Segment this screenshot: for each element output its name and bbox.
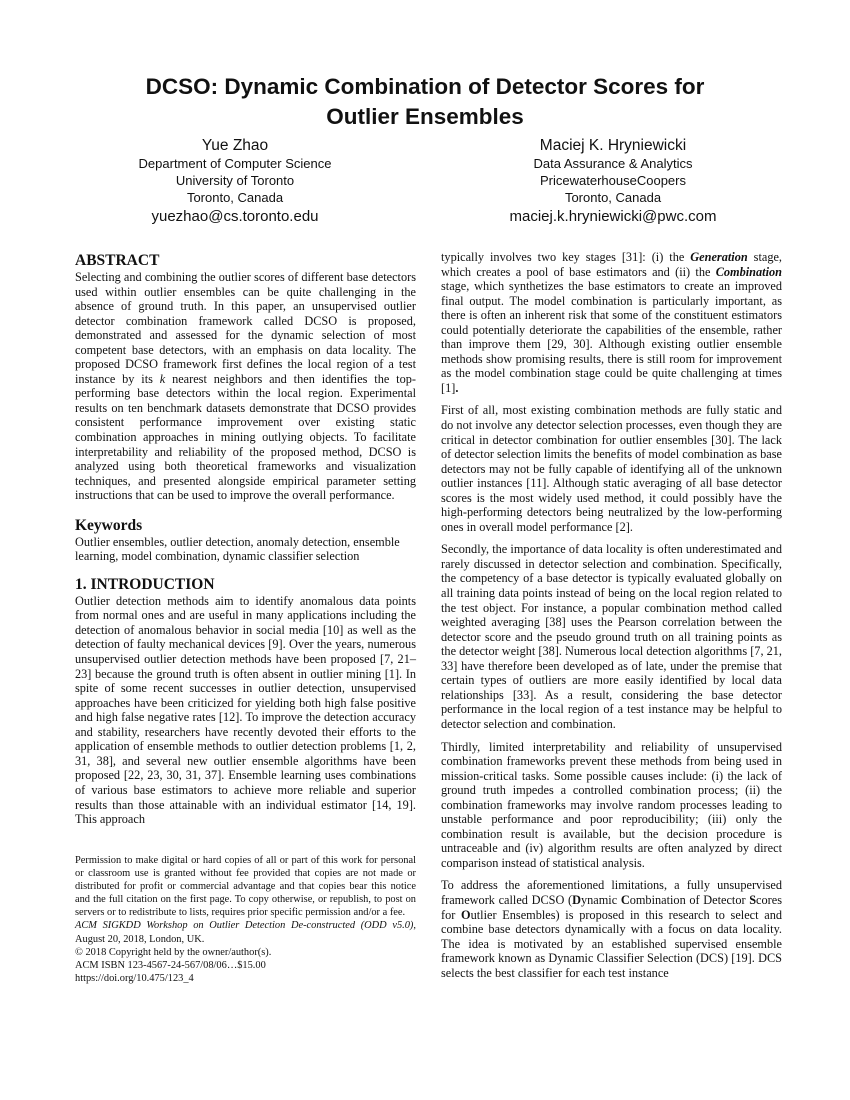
intro-paragraph	[441, 250, 782, 395]
paper-title	[0, 72, 850, 132]
text-run: cores for	[441, 892, 782, 922]
text-run: Selecting and combining the outlier scores of different base detectors used within outlier ensembles can be quite challenging in the absence of ground truth. In this paper, an unsupervised outlier detector combination framework called DCSO is proposed, demonstrated and assessed for the dynamic selection of most competent base detectors, with an emphasis on data locality. The proposed DCSO framework first defines the local region of a test instance by its	[75, 270, 416, 386]
text-run: typically involves two key stages [31]: (i) the	[441, 250, 691, 264]
venue-line	[75, 919, 416, 945]
intro-paragraph	[441, 403, 782, 534]
title-line-1: DCSO: Dynamic Combination of Detector Scores for	[145, 74, 705, 99]
author-location: Toronto, Canada	[186, 190, 284, 205]
text-run: Secondly, the importance of data locality is often underestimated and rarely discussed in detector selection and combination. Specifically, the competency of a base detector is typically evaluated globally on all training data points instead of being on the local region related to the test object. For instance, a popular combination method called weighted averaging [38] uses the Pearson correlation between the detector score and the pseudo ground truth on all training points as the detector weight [38]. Numerous local detection algorithms [7, 21, 33] have therefore been developed as of late, under the premise that certain types of outliers are more easily identified by local data relationships [33]. As a result, considering the base detector performance in the local region of a test instance may be helpful to detector selection and combination.	[441, 542, 782, 731]
emphasized-text: k	[159, 371, 166, 386]
text-run: utlier Ensembles) is proposed in this research to select and combine base detectors dynamically with a focus on data locality. The idea is motivated by an established supervised ensemble framework known as Dynamic Classifier Selection (DCS) [19]. DCS selects the best classifier for each test instance	[441, 907, 782, 980]
author-block-1	[55, 137, 415, 226]
emphasized-text: O	[461, 907, 471, 922]
author-name: Maciej K. Hryniewicki	[539, 137, 687, 154]
doi-link[interactable]: https://doi.org/10.475/123_4	[75, 972, 194, 984]
intro-paragraph	[75, 594, 416, 827]
intro-paragraph	[441, 542, 782, 731]
abstract-text	[75, 270, 416, 503]
intro-paragraph	[441, 740, 782, 871]
permission-notice: Permission to make digital or hard copies of all or part of this work for personal or classroom use is granted without fee provided that copies are not made or distributed for profit or commercial advantage and that copies bear this notice and the full citation on the first page. To copy otherwise, or republish, to post on servers or to redistribute to lists, requires prior specific permission and/or a fee.	[75, 855, 416, 919]
venue-date: , August 20, 2018, London, UK.	[75, 920, 416, 945]
emphasized-text: Combination	[715, 264, 782, 279]
title-line-2: Outlier Ensembles	[326, 104, 524, 129]
author-location: Toronto, Canada	[564, 190, 662, 205]
text-run: stage, which synthetizes the base estimators to create an improved final output. The model combination is particularly important, as there is often an inherent risk that some of the constituent estimators could potentially deteriorate the capabilities of the ensemble, rather than improve them [29, 30]. Although existing outlier ensemble methods show promising results, there is still room for improvement as the model combination stage could be quite challenging at times [1]	[441, 279, 782, 395]
abstract-heading: ABSTRACT	[75, 252, 160, 269]
text-run: ombination of Detector	[629, 892, 750, 907]
text-run: To address the aforementioned limitations, a fully unsupervised framework called DCSO (	[441, 878, 782, 907]
text-run: nearest neighbors and then identifies the top-performing base detectors within the local region. Experimental results on ten benchmark datasets demonstrate that DCSO provides consistent performance improvement over existing static combination approaches in mining outlying objects. To facilitate interpretability and reliability of the proposed method, DCSO is analyzed using both theoretical frameworks and visualization techniques, and presented alongside empirical parameter setting instructions that can be used to improve the overall performance.	[75, 371, 416, 503]
emphasized-text: .	[455, 380, 459, 395]
text-run: First of all, most existing combination methods are fully static and do not involve any detector selection processes, even though they are critical in detector combination for outlier ensembles [30]. The lack of detector selection limits the benefits of model combination as base detectors may not be fully capable of identifying all of the unknown outlier instances [11]. Although static averaging of all base detector scores is the most widely used method, it could possibly have the high-performing detectors being neutralized by the low-performing ones in overall model performance [2].	[441, 403, 782, 534]
keywords-text: Outlier ensembles, outlier detection, anomaly detection, ensemble learning, model combination, dynamic classifier selection	[75, 534, 400, 564]
copyright-footnote	[75, 854, 416, 985]
intro-paragraph	[441, 878, 782, 980]
emphasized-text: D	[572, 892, 581, 907]
text-run: ynamic	[580, 892, 621, 907]
text-run: Outlier detection methods aim to identify anomalous data points from normal ones and are useful in many applications including the detection of anomalous behavior in social media [10] as well as the detection of faulty mechanical devices [9]. Over the years, numerous unsupervised outlier detection methods have been proposed [7, 21–23] because the ground truth is often absent in outlier mining [1]. In spite of some recent successes in outlier detection, unsupervised approaches have been criticized for yielding both high false positive and high false negative rates [12]. To improve the detection accuracy and stability, researchers have recently devoted their efforts to the application of ensemble methods to outlier detection problems [1, 2, 31, 38], and several new outlier ensemble algorithms have been proposed [22, 23, 30, 31, 37]. Ensemble learning uses combinations of various base estimators to achieve more reliable and superior results than those attainable with an individual estimator [14, 19]. This approach	[75, 593, 416, 827]
emphasized-text: S	[749, 892, 757, 907]
author-institution: University of Toronto	[175, 173, 295, 188]
text-run: stage, which creates a pool of base estimators and (ii) the	[441, 250, 783, 279]
isbn-line: ACM ISBN 123-4567-24-567/08/06…$15.00	[75, 959, 266, 971]
emphasized-text: C	[620, 892, 630, 907]
left-column	[75, 252, 416, 835]
keywords-heading: Keywords	[75, 516, 143, 534]
venue-name: ACM SIGKDD Workshop on Outlier Detection De-constructed (ODD v5.0)	[75, 920, 414, 932]
text-run: Thirdly, limited interpretability and reliability of unsupervised combination frameworks prevent these methods from being used in mission-critical tasks. Some possible causes include: (i) the lack of ground truth impedes a controlled combination process; (ii) the combination frameworks may involve random processes leading to unstable performance and poor reproducibility; (iii) only the combination result is available, but the decision procedure is untraceable and (iv) algorithm results are often analyzed by direct comparison instead of statistical analysis.	[441, 739, 782, 870]
author-block-2	[433, 137, 793, 226]
copyright-line: © 2018 Copyright held by the owner/author(s).	[75, 946, 272, 958]
author-department: Department of Computer Science	[138, 156, 332, 171]
author-institution: PricewaterhouseCoopers	[540, 173, 686, 188]
author-email: yuezhao@cs.toronto.edu	[151, 208, 319, 225]
introduction-heading: 1. INTRODUCTION	[75, 575, 215, 593]
author-department: Data Assurance & Analytics	[533, 156, 693, 171]
author-email: maciej.k.hryniewicki@pwc.com	[509, 208, 717, 225]
right-column	[441, 250, 782, 988]
author-name: Yue Zhao	[201, 137, 269, 154]
emphasized-text: Generation	[690, 250, 748, 264]
